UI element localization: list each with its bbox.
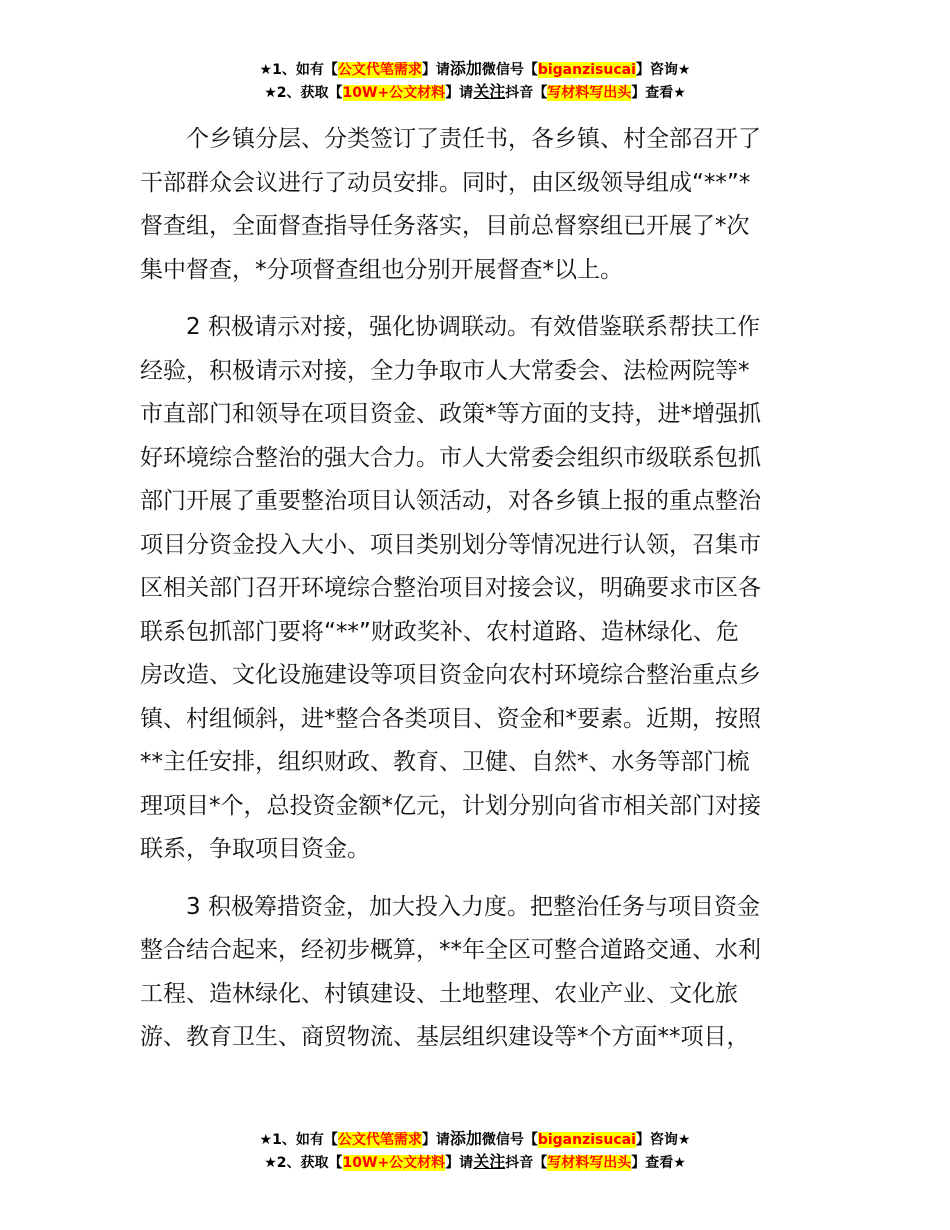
footer-banner	[0, 1128, 950, 1174]
banner-text: ★2、获取【	[264, 85, 343, 101]
paragraph	[140, 118, 812, 292]
text-line: 好环境综合整治的强大合力。市人大常委会组织市级联系包抓	[140, 444, 761, 471]
banner-line-2	[0, 81, 950, 104]
banner-text: 关注	[473, 1152, 506, 1171]
banner-text: ★2、获取【	[264, 1155, 343, 1171]
highlight-materials: 10W+公文材料	[342, 1155, 446, 1171]
text-line: 集中督查，*分项督查组也分别开展督查*以上。	[140, 256, 623, 283]
banner-text: 】咨询★	[635, 1132, 691, 1148]
text-line: 督查组，全面督查指导任务落实，目前总督察组已开展了*次	[140, 213, 750, 239]
highlight-service: 公文代笔需求	[337, 1132, 422, 1148]
text-line: 干部群众会议进行了动员安排。同时，由区级领导组成“**”*	[140, 169, 751, 196]
banner-line-2	[0, 1151, 950, 1174]
paragraph	[140, 886, 812, 1060]
text-line: 2 积极请示对接，强化协调联动。有效借鉴联系帮扶工作	[186, 314, 760, 340]
highlight-wechat-id: biganzisucai	[537, 1132, 636, 1148]
document-body	[140, 118, 812, 1074]
banner-text: 微信号【	[481, 62, 538, 78]
highlight-wechat-id: biganzisucai	[537, 62, 636, 78]
banner-text: 添加	[449, 59, 482, 78]
banner-text: 关注	[473, 82, 506, 101]
banner-text: 】请	[421, 1132, 450, 1148]
text-line: 经验，积极请示对接，全力争取市人大常委会、法检两院等*	[140, 357, 750, 384]
banner-text: ★1、如有【	[259, 1132, 338, 1148]
text-line: 市直部门和领导在项目资金、政策*等方面的支持，进*增强抓	[140, 401, 761, 427]
banner-text: 微信号【	[481, 1132, 538, 1148]
highlight-douyin: 写材料写出头	[547, 85, 632, 101]
text-line: 理项目*个，总投资金额*亿元，计划分别向省市相关部门对接	[140, 792, 761, 819]
banner-text: 】请	[445, 1155, 474, 1171]
highlight-service: 公文代笔需求	[337, 62, 422, 78]
text-line: 工程、造林绿化、村镇建设、土地整理、农业产业、文化旅	[140, 980, 738, 1007]
text-line: 项目分资金投入大小、项目类别划分等情况进行认领，召集市	[140, 531, 761, 558]
banner-text: 】咨询★	[635, 62, 691, 78]
banner-text: 】请	[421, 62, 450, 78]
text-line: **主任安排，组织财政、教育、卫健、自然*、水务等部门梳	[140, 749, 750, 775]
text-line: 整合结合起来，经初步概算，**年全区可整合道路交通、水利	[140, 937, 761, 963]
banner-text: 】查看★	[631, 1155, 686, 1171]
highlight-douyin: 写材料写出头	[547, 1155, 632, 1171]
text-line: 镇、村组倾斜，进*整合各类项目、资金和*要素。近期，按照	[140, 705, 761, 732]
text-line: 联系包抓部门要将“**”财政奖补、农村道路、造林绿化、危	[140, 618, 739, 645]
banner-text: 抖音【	[505, 85, 548, 101]
banner-text: 添加	[449, 1129, 482, 1148]
banner-line-1	[0, 58, 950, 81]
text-line: 3 积极筹措资金，加大投入力度。把整治任务与项目资金	[186, 893, 760, 920]
text-line: 房改造、文化设施建设等项目资金向农村环境综合整治重点乡	[140, 662, 761, 688]
banner-line-1	[0, 1128, 950, 1151]
banner-text: 抖音【	[505, 1155, 548, 1171]
text-line: 个乡镇分层、分类签订了责任书，各乡镇、村全部召开了	[186, 126, 761, 152]
paragraph	[140, 306, 812, 872]
header-banner	[0, 58, 950, 104]
text-line: 游、教育卫生、商贸物流、基层组织建设等*个方面**项目，	[140, 1024, 750, 1050]
text-line: 联系，争取项目资金。	[140, 836, 370, 862]
banner-text: 】请	[445, 85, 474, 101]
banner-text: ★1、如有【	[259, 62, 338, 78]
text-line: 部门开展了重要整治项目认领活动，对各乡镇上报的重点整治	[140, 488, 761, 514]
highlight-materials: 10W+公文材料	[342, 85, 446, 101]
banner-text: 】查看★	[631, 85, 686, 101]
text-line: 区相关部门召开环境综合整治项目对接会议，明确要求市区各	[140, 575, 761, 601]
